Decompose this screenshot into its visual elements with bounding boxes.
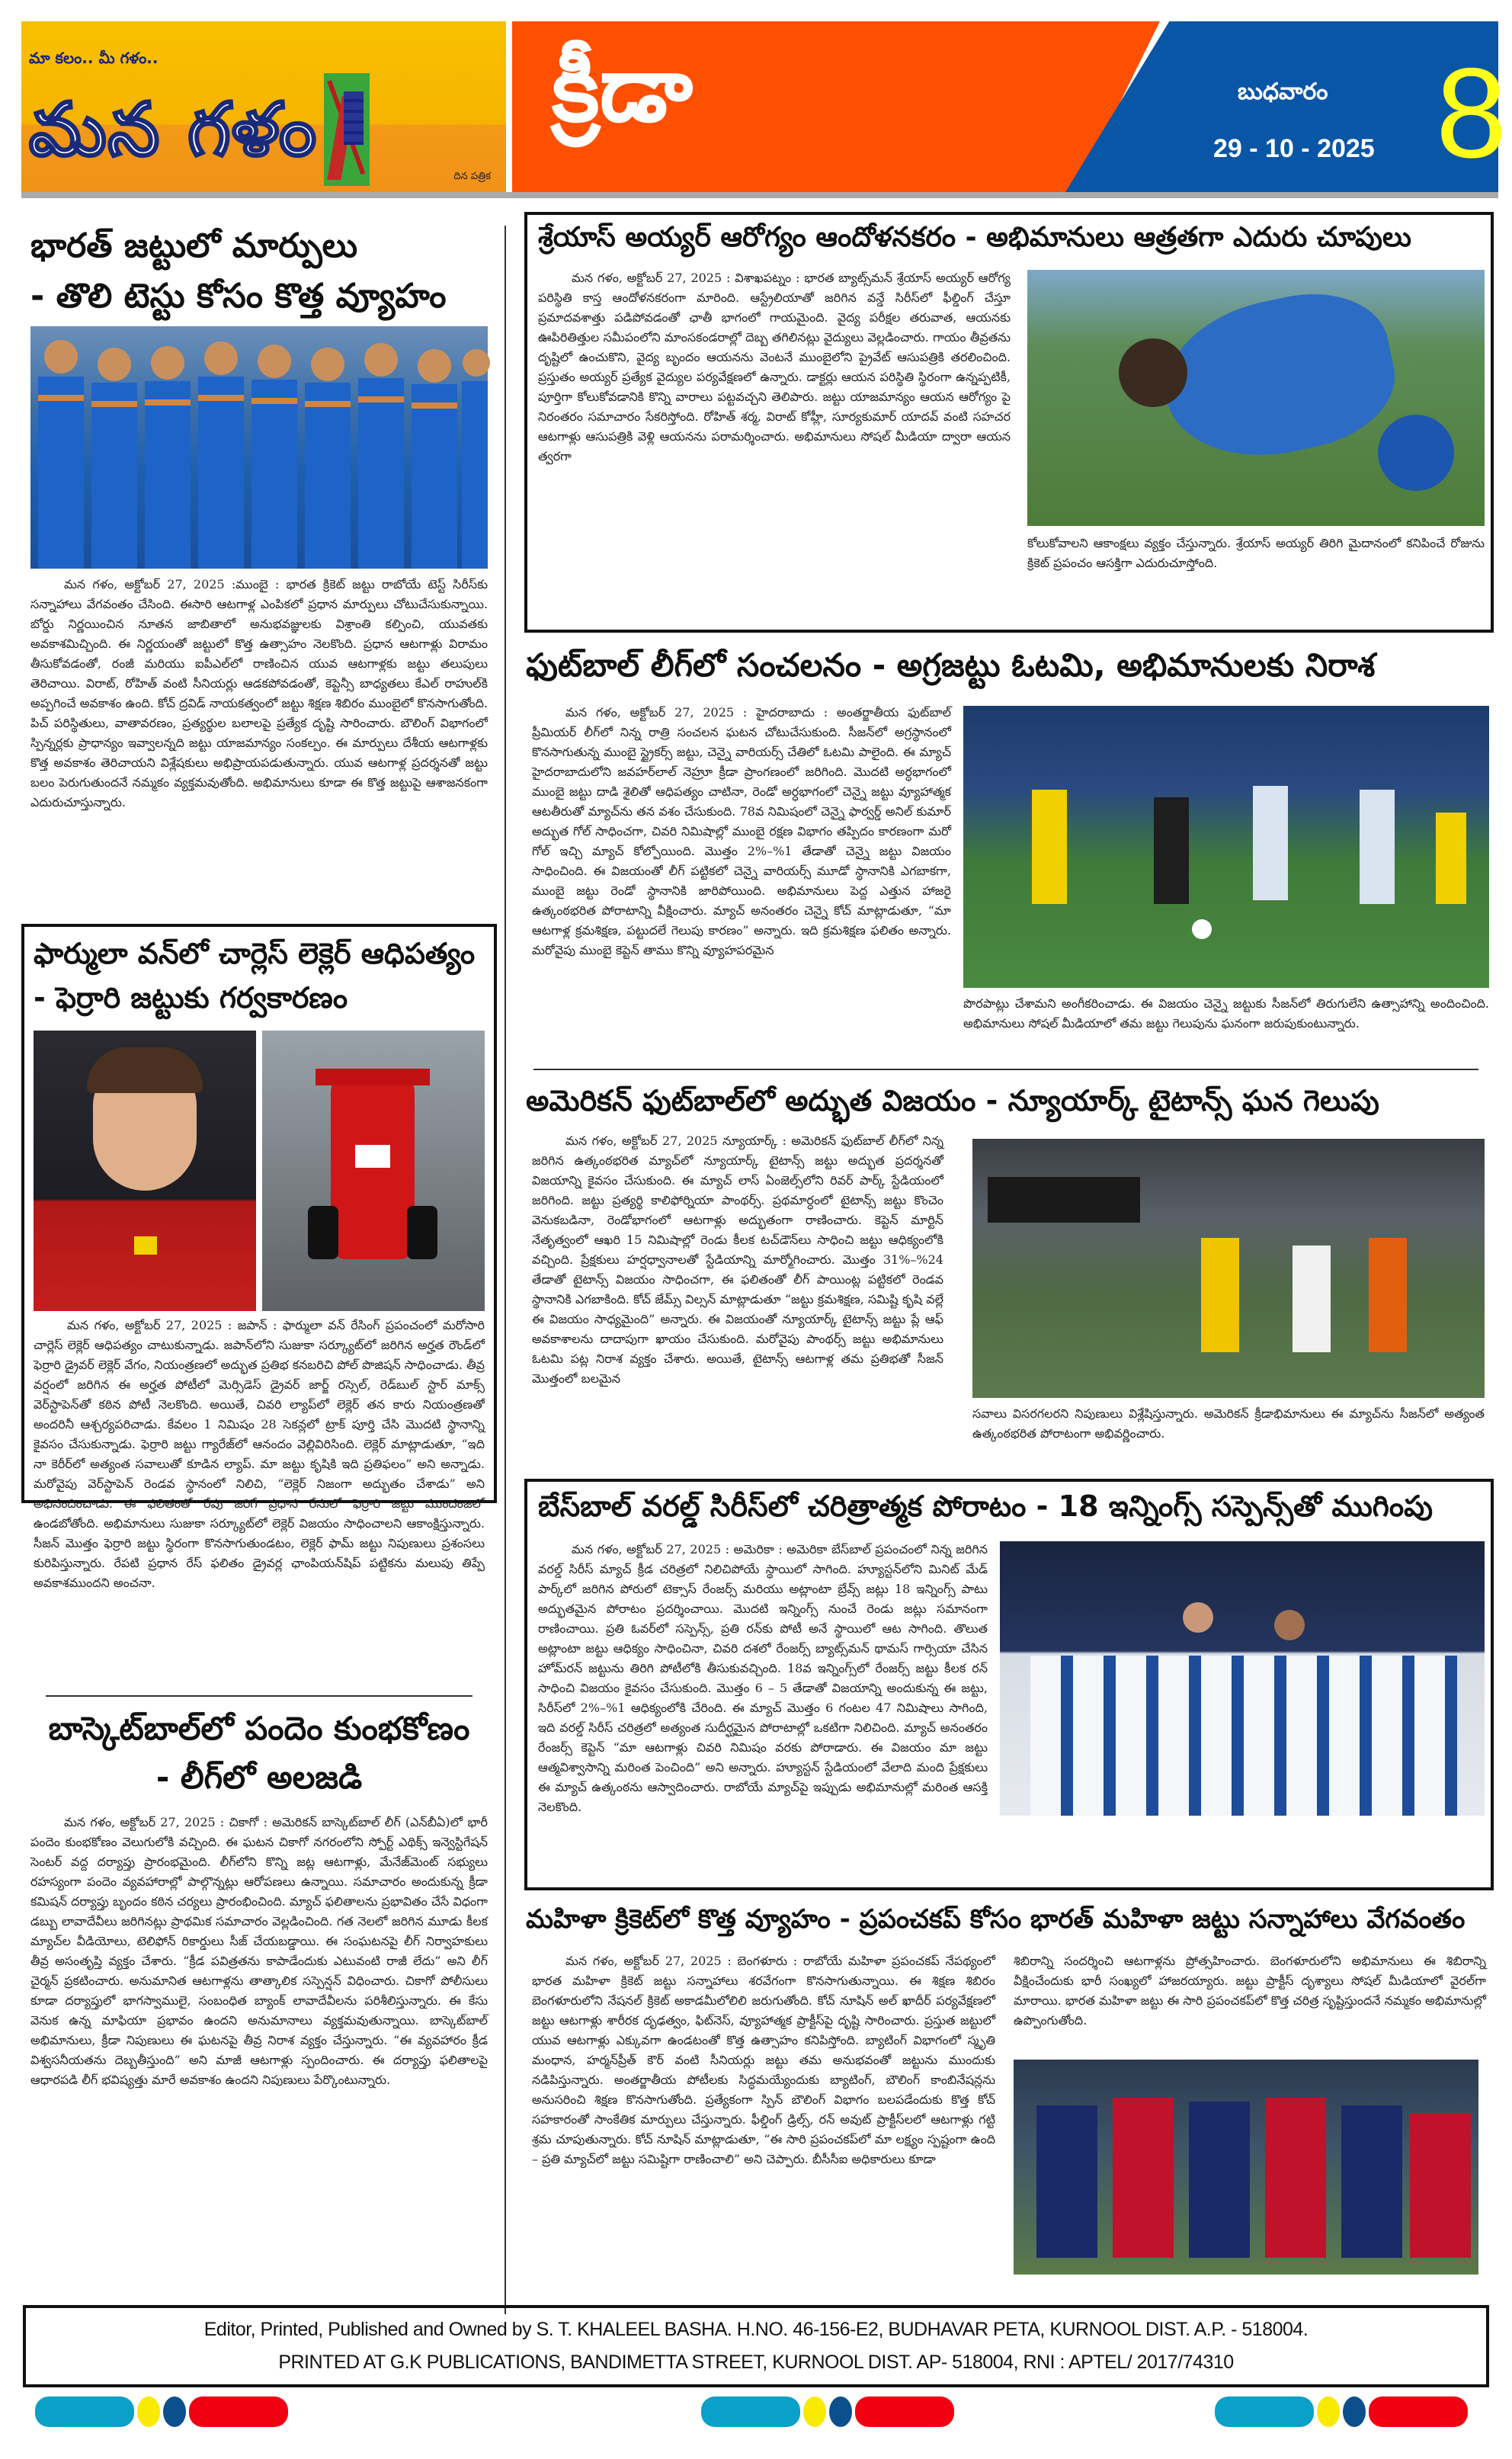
team-lineup-illustration [30, 326, 488, 569]
day-name: బుధవారం [1238, 79, 1328, 105]
article-india-test [30, 221, 488, 813]
imprint-footer [23, 2305, 1489, 2387]
photo-womens-cricket-team-huddle [1014, 2060, 1478, 2275]
article-body: మన గళం, అక్టోబర్ 27, 2025 న్యూయార్క్ : అమెరికన్ ఫుట్‌బాల్ లీగ్‌లో నిన్న జరిగిన ఉత్కంఠభరిత మ్యాచ్‌లో న్యూయార్క్ టైటాన్స్ జట్టు అద్భుత ప్రదర్శనతో విజయాన్ని కైవసం చేసుకుంది. ఈ మ్యాచ్ లాస్ ఏంజెల్స్‌లోని రివర్ పార్క్ స్టేడియంలో జరిగింది. జట్టు ప్రత్యర్థి కాలిఫోర్నియా పాంథర్స్. ప్రథమార్ధంలో టైటాన్స్ జట్టు కొంచెం వెనుకబడినా, రెండోభాగంలో ఆటగాళ్లు అద్భుతంగా రాణించారు. కెప్టెన్ మార్టిన్ నేతృత్వంలో ఆఖరి 15 నిమిషాల్లో రెండు కీలక టచ్‌డౌన్‌లు సాధించి జట్టు ఆధిక్యంలోకి వచ్చింది. ప్రేక్షకులు హర్షధ్వానాలతో స్టేడియాన్ని మార్మోగించారు. మొత్తం 31%–%24 తేడాతో టైటాన్స్ విజయం సాధించగా, ఈ ఫలితంతో లీగ్ పాయింట్ల పట్టికలో రెండవ స్థానానికి ఎగబాకింది. కోచ్ జేమ్స్ విల్సన్ మాట్లాడుతూ “జట్టు క్రమశిక్షణ, సమిష్టి కృషి వల్లే ఈ విజయం సాధ్యమైంది” అన్నారు. ఈ విజయంతో న్యూయార్క్ టైటాన్స్ జట్టు ప్లే ఆఫ్ అవకాశాలను దాదాపుగా ఖాయం చేసుకుంది. మరోవైపు పాంథర్స్ జట్టు అభిమానులు ఓటమి పట్ల నిరాశ వ్యక్తం చేశారు. అయితే, టైటాన్స్ ఆటగాళ్ల తమ ప్రతిభతో సీజన్ మొత్తంలో బలమైన [532, 1133, 943, 1386]
logo-paper-name: మన గళం [29, 87, 318, 172]
article-headline: మహిళా క్రికెట్‌లో కొత్త వ్యూహం - ప్రపంచకప్ కోసం భారత్ మహిళా జట్టు సన్నాహాలు వేగవంతం [526, 1904, 1466, 1935]
ferrari-car-photo [262, 1031, 485, 1311]
issue-date: 29 - 10 - 2025 [1213, 134, 1375, 163]
article-headline [34, 931, 485, 1020]
photo-caption: పొరపాట్లు చేశామని అంగీకరించాడు. ఈ విజయం చెన్నై జట్టుకు సీజన్‌లో తిరుగులేని ఉత్సాహాన్ని అందించింది. అభిమానులు సోషల్ మీడియాలో తమ జట్టు గెలుపును ఘనంగా జరుపుకుంటున్నారు. [963, 996, 1489, 1031]
article-body: మన గళం, అక్టోబర్ 27, 2025 : హైదరాబాదు : అంతర్జాతీయ ఫుట్‌బాల్ ప్రీమియర్ లీగ్‌లో నిన్న రాత్రి సంచలన ఘటన చోటుచేసుకుంది. సీజన్‌లో అగ్రస్థానంలో కొనసాగుతున్న ముంబై స్ట్రైకర్స్ జట్టు, చెన్నై వారియర్స్ చేతిలో ఓటమి పాలైంది. ఈ మ్యాచ్ హైదరాబాదులోని జవహర్‌లాల్ నెహ్రూ క్రీడా ప్రాంగణంలో జరిగింది. మొదటి అర్ధభాగంలో ముంబై జట్టు దాడి శైలితో ఆధిపత్యం చాటినా, రెండో అర్ధభాగంలో చెన్నై జట్టు వ్యూహాత్మక ఆటతీరుతో మ్యాచ్‌ను తన వశం చేసుకుంది. 78వ నిమిషంలో చెన్నై ఫార్వర్డ్ అనిల్ కుమార్ అద్భుత గోల్ సాధించగా, చివరి నిమిషాల్లో ముంబై రక్షణ విభాగం తప్పిదం కారణంగా మరో గోల్ ఇచ్చి మ్యాచ్ కోల్పోయింది. మొత్తం 2%–%1 తేడాతో చెన్నై జట్టు విజయం సాధించింది. ఈ విజయంతో లీగ్ పట్టికలో చెన్నై వారియర్స్ మూడో స్థానానికి ఎగబాకగా, ముంబై జట్టు రెండో స్థానానికి జారిపోయింది. అభిమానులు పెద్ద ఎత్తున హాజరై ఉత్కంఠభరిత పోరాటాన్ని వీక్షించారు. మ్యాచ్ అనంతరం చెన్నై కోచ్ మాట్లాడుతూ, “మా ఆటగాళ్ల క్రమశిక్షణ, పట్టుదలే గెలుపు కారణం” అన్నారు. ఇది క్రమశిక్షణ ఫలితం అన్నారు. మరోవైపు ముంబై కెప్టెన్ తాము కొన్ని వ్యూహపరమైన [532, 705, 951, 957]
photo-indian-cricket-team-lineup [30, 326, 488, 569]
article-body: మన గళం, అక్టోబర్ 27, 2025 :ముంబై : భారత క్రికెట్ జట్టు రాబోయే టెస్ట్ సిరీస్‌కు సన్నాహాలు వేగవంతం చేసింది. ఈసారి ఆటగాళ్ల ఎంపికలో ప్రధాన మార్పులు చోటుచేసుకున్నాయి. బోర్డు నిర్ణయించిన నూతన జాబితాలో అనుభవజ్ఞులకు విశ్రాంతి కల్పించి, యువతకు అవకాశమిచ్చింది. ఈ నిర్ణయంతో జట్టులో కొత్త ఉత్సాహం నెలకొంది. ప్రధాన ఆటగాళ్లు విరామం తీసుకోవడంతో, రంజీ మరియు ఐపీఎల్‌లో రాణించిన యువ ఆటగాళ్లకు జట్టు తలుపులు తెరిచాయి. విరాట్, రోహిత్ వంటి సీనియర్లు ఆడకపోవడంతో, కెప్టెన్సీ బాధ్యతలు కేఎల్ రాహుల్‌కి అప్పగించే అవకాశం ఉంది. కోచ్ ద్రవిడ్ నాయకత్వంలో జట్టు శిక్షణ శిబిరం ముంబైలో కొనసాగుతోంది. పిచ్ పరిస్థితులు, వాతావరణం, ప్రత్యర్థుల బలాలపై ప్రత్యేక దృష్టి సారించారు. బౌలింగ్ విభాగంలో స్పిన్నర్లకు ప్రాధాన్యం ఇవ్వాలన్నది జట్టు యాజమాన్యం సంకల్పం. ఈ మార్పులు దేశీయ ఆటగాళ్లకు కొత్త అవకాశం తెరిచాయని విశ్లేషకులు అభిప్రాయపడుతున్నారు. యువ ఆటగాళ్ల ప్రదర్శనతో జట్టు బలం పెరుగుతుందనే నమ్మకం వ్యక్తమవుతోంది. అభిమానులు కూడా ఈ కొత్త జట్టుపై ఆశాజనకంగా ఎదురుచూస్తున్నారు. [30, 577, 488, 810]
photo-football-match-penalty-kick [963, 706, 1489, 988]
imprint-line-1: Editor, Printed, Published and Owned by S. T. KHALEEL BASHA. H.NO. 46-156-E2, BUDHAVAR PETA, KURNOOL DIST. A.P. - 518004. [203, 2319, 1309, 2340]
color-registration-marks-right [1215, 2396, 1468, 2427]
stadium-sign [988, 1177, 1140, 1223]
article-football [526, 642, 1494, 1069]
headline-line: ఫార్ములా వన్‌లో చార్లెస్ లెక్లెర్ ఆధిపత్యం [34, 937, 476, 970]
raised-fist-pencil-icon [324, 73, 370, 186]
article-headline: అమెరికన్ ఫుట్‌బాల్‌లో అద్భుత విజయం - న్యూయార్క్ టైటాన్స్ ఘన గెలుపు [526, 1084, 1379, 1117]
section-title: క్రీడా [552, 37, 694, 143]
photo-caption: శిబిరాన్ని సందర్శించి ఆటగాళ్లను ప్రోత్సహించారు. బెంగళూరులోని అభిమానులు ఈ శిబిరాన్ని వీక్షించేందుకు భారీ సంఖ్యలో హాజరయ్యారు. జట్టు ప్రాక్టీస్ దృశ్యాలు సోషల్ మీడియాలో వైరల్‌గా మారాయి. భారత మహిళా జట్టు ఈ సారి ప్రపంచకప్‌లో కొత్త చరిత్ర సృష్టిస్తుందనే నమ్మకం అభిమానుల్లో ఉప్పొంగుతోంది. [1014, 1954, 1486, 2028]
newspaper-logo [21, 21, 506, 192]
article-american-football [526, 1078, 1494, 1459]
logo-name-row [29, 76, 318, 183]
article-headline: శ్రేయాస్ అయ్యర్ ఆరోగ్యం ఆందోళనకరం - అభిమానులు ఆత్రతగా ఎదురు చూపులు [538, 222, 1411, 253]
article-body: మన గళం, అక్టోబర్ 27, 2025 : చికాగో : అమెరికన్ బాస్కెట్‌బాల్ లీగ్ (ఎన్‌బీఏ)లో భారీ పందెం కుంభకోణం వెలుగులోకి వచ్చింది. ఈ ఘటన చికాగో నగరంలోని స్పోర్ట్ ఎథిక్స్ ఇన్వెస్టిగేషన్ సెంటర్ వద్ద దర్యాప్తు ప్రారంభమైంది. లీగ్‌లోని కొన్ని జట్ల ఆటగాళ్లు, మేనేజ్‌మెంట్ సభ్యులు రహస్యంగా పందెం వ్యవహారాల్లో పాల్గొన్నట్లు ఆరోపణలు ఉన్నాయి. సమాచారం అందుకున్న క్రీడా కమిషన్ దర్యాప్తు బృందం కఠిన చర్యలు ప్రారంభించింది. మ్యాచ్ ఫలితాలను ప్రభావితం చేసే విధంగా డబ్బు లావాదేవీలు జరిగినట్లు ప్రాథమిక సమాచారం వెల్లడించింది. గత నెలలో జరిగిన మూడు కీలక మ్యాచ్‌ల వీడియోలు, టెలిఫోన్ రికార్డులు సీజ్ చేయబడ్డాయి. ఈ సంఘటనపై లీగ్ నిర్వాహకులు తీవ్ర అసంతృప్తి వ్యక్తం చేశారు. “క్రీడ పవిత్రతను కాపాడేందుకు ఎటువంటి రాజీ లేదు” అని లీగ్ చైర్మన్ ప్రకటించారు. అనుమానిత ఆటగాళ్లను తాత్కాలిక సస్పెన్షన్ విధించారు. చికాగో పోలీసులు కూడా దర్యాప్తులో భాగస్వాములై, సంబంధిత బ్యాంక్ లావాదేవీలను పరిశీలిస్తున్నారు. ఈ కేసు వెనుక ఉన్న మాఫియా ప్రభావం ఉందని అనుమానాలు వ్యక్తమవుతున్నాయి. బాస్కెట్‌బాల్ అభిమానులు, క్రీడా నిపుణులు ఈ ఘటనపై తీవ్ర నిరాశ వ్యక్తం చేస్తున్నారు. “ఈ వ్యవహారం క్రీడ విశ్వసనీయతను దెబ్బతీస్తుంది” అని మాజీ ఆటగాళ్లు స్పందించారు. ఈ దర్యాప్తు ఫలితాలపై ఆధారపడి లీగ్ భవిష్యత్తు మారే అవకాశం ఉందని నిపుణులు పేర్కొంటున్నారు. [30, 1815, 488, 2087]
headline-line: భారత్ జట్టులో మార్పులు [30, 226, 358, 265]
logo-tagline: మా కలం.. మీ గళం.. [29, 49, 159, 67]
photo-charles-leclerc-portrait-and-ferrari-car [34, 1031, 485, 1311]
leclerc-portrait [34, 1031, 256, 1311]
headline-line: బాస్కెట్‌బాల్‌లో పందెం కుంభకోణం [48, 1710, 470, 1747]
masthead-rule [21, 192, 1498, 198]
color-registration-marks-center [701, 2396, 954, 2427]
article-shreyas [524, 212, 1494, 633]
headline-line: - తొలి టెస్టు కోసం కొత్త వ్యూహం [30, 277, 447, 316]
section-rule [533, 1069, 1478, 1070]
masthead [21, 21, 1507, 192]
section-rule [46, 1695, 472, 1697]
article-headline: ఫుట్‌బాల్ లీగ్‌లో సంచలనం - అగ్రజట్టు ఓటమి, అభిమానులకు నిరాశ [526, 646, 1376, 684]
photo-american-football-stadium-play [972, 1139, 1485, 1398]
photo-caption: కోలుకోవాలని ఆకాంక్షలు వ్యక్తం చేస్తున్నారు. శ్రేయాస్ అయ్యర్ తిరిగి మైదానంలో కనిపించే రోజును క్రికెట్ ప్రపంచం ఆసక్తిగా ఎదురుచూస్తోంది. [1027, 536, 1485, 570]
photo-shreyas-iyer-injured-on-field [1027, 270, 1485, 526]
color-registration-marks-left [35, 2396, 288, 2427]
headline-line: - ఫెర్రారి జట్టుకు గర్వకారణం [34, 981, 348, 1015]
article-baseball [524, 1479, 1494, 1890]
photo-baseball-team-celebration [1000, 1541, 1485, 1816]
imprint-line-2: PRINTED AT G.K PUBLICATIONS, BANDIMETTA STREET, KURNOOL DIST. AP- 518004, RNI : APTEL/ 2017/74310 [278, 2352, 1234, 2373]
article-body: మన గళం, అక్టోబర్ 27, 2025 : బెంగళూరు : రాబోయే మహిళా ప్రపంచకప్ నేపథ్యంలో భారత మహిళా క్రికెట్ జట్టు సన్నాహాలు శరవేగంగా కొనసాగుతున్నాయి. ఈ శిక్షణ శిబిరం బెంగళూరులోని నేషనల్ క్రికెట్ అకాడమీలోలిలి జరుగుతోంది. కోచ్ నూషిన్ అల్ ఖాదీర్ పర్యవేక్షణలో జట్టు ఆటగాళ్లు శారీరక దృఢత్వం, ఫిట్‌నెస్, వ్యూహాత్మక ప్రాక్టీస్‌పై దృష్టి సారించారు. ప్రస్తుత జట్టులో యువ ఆటగాళ్లు ఎక్కువగా ఉండటంతో కొత్త ఉత్సాహం కనిపిస్తోంది. బ్యాటింగ్ విభాగంలో స్మృతి మంధాన, హర్మన్‌ప్రీత్ కౌర్ వంటి సీనియర్లు జట్టు తమ అనుభవంతో జట్టును ముందుకు నడిపిస్తున్నారు. అంతర్జాతీయ పోటీలకు సిద్ధమయ్యేందుకు బ్యాటింగ్, బౌలింగ్ కాంబినేషన్లను అనుసరించి శిక్షణ కొనసాగుతోంది. ప్రత్యేకంగా స్పిన్ బౌలింగ్ విభాగం బలపడేందుకు కొత్త కోచ్ సహకారంతో సాంకేతిక మార్పులు చేస్తున్నారు. ఫీల్డింగ్ డ్రిల్స్, రన్ అవుట్ ప్రాక్టీస్‌లలో ఆటగాళ్లు గట్టి శ్రమ చూపుతున్నారు. కోచ్ నూషిన్ మాట్లాడుతూ, “ఈ సారి ప్రపంచకప్‌లో మా లక్ష్యం స్పష్టంగా ఉంది – ప్రతి మ్యాచ్‌లో జట్టు సమిష్టిగా రాణించాలి” అని చెప్పారు. బీసీసీఐ అధికారులు కూడా [532, 1954, 995, 2166]
article-basketball [30, 1704, 488, 2090]
headline-line: - లీగ్‌లో అలజడి [155, 1758, 363, 1796]
column-divider [505, 226, 506, 2314]
article-leclerc [21, 924, 497, 1590]
article-body: మన గళం, అక్టోబర్ 27, 2025 : అమెరికా : అమెరికా బేస్‌బాల్ ప్రపంచంలో నిన్న జరిగిన వరల్డ్ సిరీస్ మ్యాచ్ క్రీడ చరిత్రలో నిలిచిపోయే స్థాయిలో సాగింది. హ్యూస్టన్‌లోని మినిట్ మేడ్ పార్క్‌లో జరిగిన పోరులో టెక్సాస్ రేంజర్స్ మరియు అట్లాంటా బ్రేవ్స్ జట్లు 18 ఇన్నింగ్స్ పాటు అద్భుతమైన పోరాటం ప్రదర్శించాయి. మొదటి ఇన్నింగ్స్ నుంచే రెండు జట్లు సమానంగా రాణించాయి. ప్రతి ఓవర్‌లో సస్పెన్స్, ప్రతి రన్‌కు పోటీ అనే స్థాయిలో ఆట సాగింది. తొలుత అట్లాంటా జట్టు ఆధిక్యం సాధించినా, చివరి దశలో రేంజర్స్ బ్యాట్స్‌మన్ థామస్ గార్సియా చేసిన హోమ్‌రన్ జట్టును తిరిగి పోటీలోకి తీసుకువచ్చింది. 18వ ఇన్నింగ్స్‌లో రేంజర్స్ జట్టు కీలక రన్ సాధించి విజయం కైవసం చేసుకుంది. మొత్తం 6 – 5 తేడాతో విజయాన్ని అందుకున్న ఈ జట్టు, సిరీస్‌లో 2%–%1 ఆధిక్యంలోకి చేరింది. ఈ మ్యాచ్ మొత్తం 6 గంటల 47 నిమిషాలు సాగింది, ఇది వరల్డ్ సిరీస్ చరిత్రలో అత్యంత సుదీర్ఘమైన పోరాటాల్లో ఒకటిగా నిలిచింది. మ్యాచ్ అనంతరం రేంజర్స్ కెప్టెన్ “మా ఆటగాళ్లు చివరి నిమిషం వరకు పోరాడారు. ఈ విజయం మా జట్టు ఆత్మవిశ్వాసాన్ని మరింత పెంచింది” అని అన్నారు. హ్యూస్టన్ స్టేడియంలో వేలాది మంది ప్రేక్షకులు ఈ మ్యాచ్ ఉత్కంఠను ఆస్వాదించారు. రాబోయే మ్యాచ్‌పై ఇప్పుడు అభిమానుల్లో మరింత ఆసక్తి నెలకొంది. [538, 1542, 988, 1814]
section-banner [506, 21, 1507, 192]
article-headline [30, 221, 488, 322]
article-headline [30, 1704, 488, 1802]
article-body: మన గళం, అక్టోబర్ 27, 2025 : విశాఖపట్నం : భారత బ్యాట్స్‌మన్ శ్రేయాస్ అయ్యర్ ఆరోగ్య పరిస్థితి కాస్త ఆందోళనకరంగా మారింది. ఆస్ట్రేలియాతో జరిగిన వన్డే సిరీస్‌లో ఫీల్డింగ్ చేస్తూ ప్రమాదవశాత్తు పడిపోవడంతో ఛాతీ భాగంలో గాయమైంది. వైద్య పరీక్షల తరువాత, ఆయనకు ఊపిరితిత్తుల సమీపంలోని మాంసకండరాల్లో దెబ్బ తగిలినట్లు వైద్యులు వెల్లడించారు. గాయం తీవ్రతను దృష్టిలో ఉంచుకొని, వైద్య బృందం ఆయనను వెంటనే ముంబైలోని ప్రైవేట్ ఆసుపత్రికి తరలించింది. ప్రస్తుతం అయ్యర్ ప్రత్యేక వైద్యుల పర్యవేక్షణలో ఉన్నారు. డాక్టర్లు ఆయన పరిస్థితి స్థిరంగా ఉన్నప్పటికీ, పూర్తిగా కోలుకోవడానికి కొన్ని వారాలు పట్టవచ్చని తెలిపారు. జట్టు యాజమాన్యం ఆయన ఆరోగ్యం పై నిరంతరం సమాచారం సేకరిస్తోంది. రోహిత్ శర్మ, విరాట్ కోహ్లీ, సూర్యకుమార్ యాదవ్ వంటి సహచర ఆటగాళ్లు ఆసుపత్రికి వెళ్లి ఆయనను పరామర్శించారు. అభిమానులు సోషల్ మీడియా ద్వారా ఆయన త్వరగా [538, 271, 1011, 463]
article-body: మన గళం, అక్టోబర్ 27, 2025 : జపాన్ : ఫార్ములా వన్ రేసింగ్ ప్రపంచంలో మరోసారి చార్లెస్ లెక్లెర్ ఆధిపత్యం చాటుకున్నాడు. జపాన్‌లోని సుజుకా సర్క్యూట్‌లో జరిగిన అర్హత రౌండ్‌లో ఫెర్రారి డ్రైవర్ లెక్లెర్ వేగం, నియంత్రణలో అద్భుత ప్రతిభ కనబరిచి పోల్ పొజిషన్ సాధించాడు. తీవ్ర వర్షంలో జరిగిన ఈ అర్హత పోటీలో మెర్సిడెస్ డ్రైవర్ జార్జ్ రస్సెల్, రెడ్‌బుల్ స్టార్ మాక్స్ వెర్‌స్టాపెన్‌తో కఠిన పోటీ నెలకొంది. అయితే, చివరి ల్యాప్‌లో లెక్లెర్ తన కారు నియంత్రణతో అందరినీ ఆశ్చర్యపరిచాడు. కేవలం 1 నిమిషం 28 సెకన్లలో ట్రాక్ పూర్తి చేసి మొదటి స్థానాన్ని కైవసం చేసుకున్నాడు. ఫెర్రారి జట్టు గ్యారేజ్‌లో ఆనందం వెల్లివిరిసింది. లెక్లెర్ మాట్లాడుతూ, “ఇది నా కెరీర్‌లో అత్యంత సవాలుతో కూడిన ల్యాప్. మా జట్టు కృషికి ఇది ప్రతిఫలం” అని అన్నాడు. మరోవైపు వెర్‌స్టాపెన్ రెండవ స్థానంలో నిలిచి, “లెక్లెర్ నిజంగా అద్భుతం చేశాడు” అని అభినందించాడు. ఈ ఫలితంతో రేపు జరిగే ప్రధాన రేసులో ఫెర్రారి జట్టు ముందంజలో ఉండబోతోంది. అభిమానులు సుజుకా సర్క్యూట్‌లో లెక్లెర్ విజయం సాధించాలని ఆకాంక్షిస్తున్నారు. సీజన్ మొత్తం ఫెర్రారి జట్టు స్థిరంగా కొనసాగుతుండటం, లెక్లెర్ ఫామ్ జట్టు నిపుణులు ప్రశంసలు కురిపిస్తున్నారు. రేపటి ప్రధాన రేస్ ఫలితం డ్రైవర్ల ఛాంపియన్‌షిప్ పట్టికను మలుపు తిప్పే అవకాశముందని అంచనా. [34, 1318, 485, 1590]
photo-caption: సవాలు విసరగలరని నిపుణులు విశ్లేషిస్తున్నారు. అమెరికన్ క్రీడాభిమానులు ఈ మ్యాచ్‌ను సీజన్‌లో అత్యంత ఉత్కంఠభరిత పోరాటంగా అభివర్ణించారు. [972, 1406, 1485, 1441]
article-headline: బేస్‌బాల్ వరల్డ్ సిరీస్‌లో చరిత్రాత్మక పోరాటం - 18 ఇన్నింగ్స్ సస్పెన్స్‌తో ముగింపు [538, 1489, 1434, 1523]
page-number: 8 [1436, 41, 1507, 184]
logo-subtitle: దిన పత్రిక [453, 171, 491, 182]
article-womens-cricket [526, 1896, 1494, 2293]
